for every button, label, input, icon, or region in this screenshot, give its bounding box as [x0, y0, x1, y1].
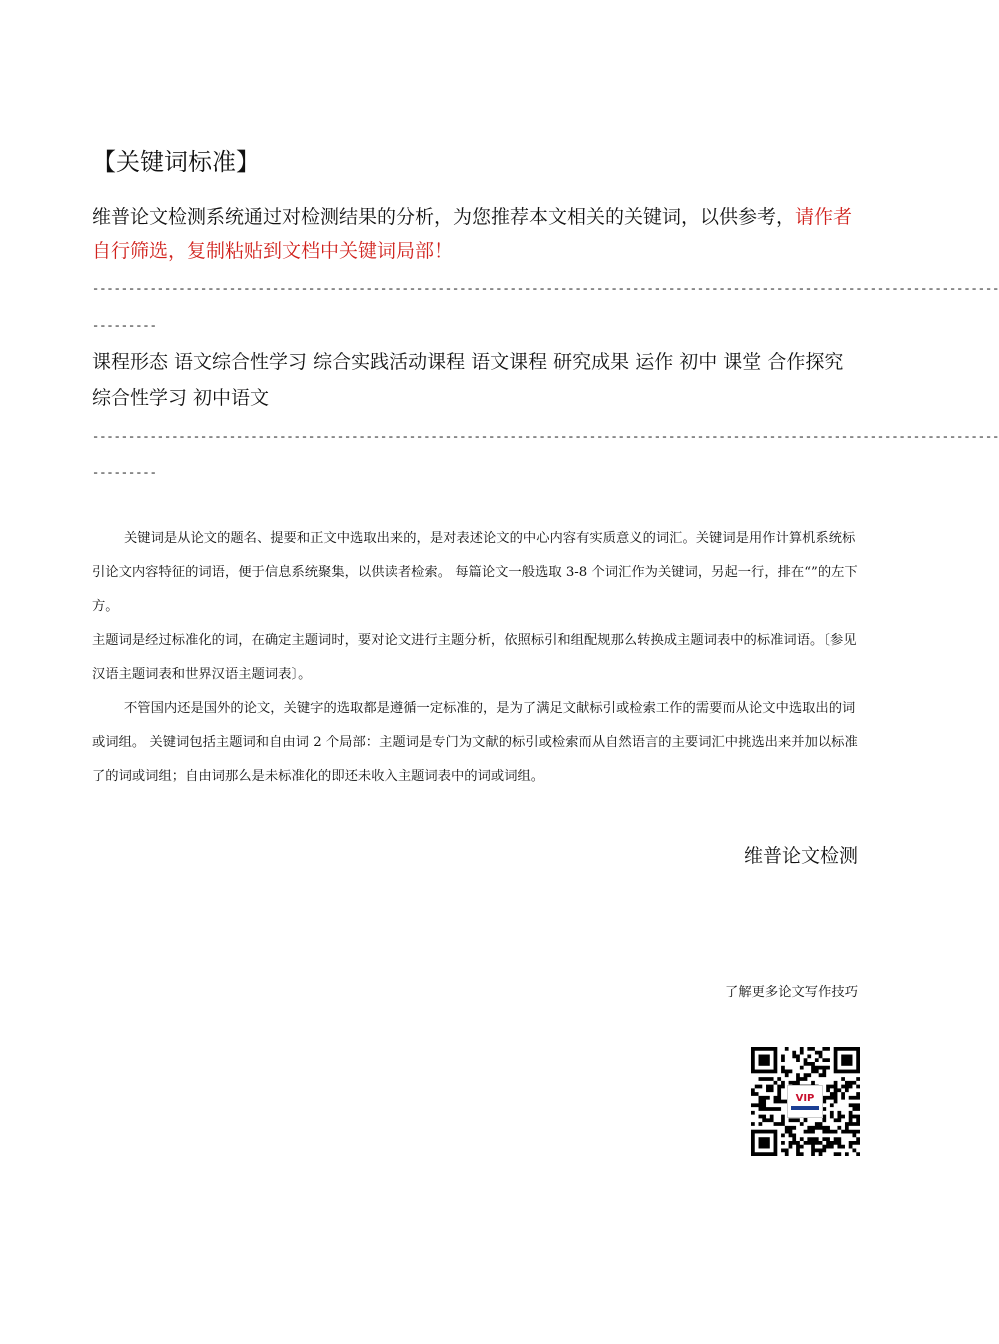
separator-top: ------------------------------------------------------------------------------------------------------------------------------ [92, 282, 999, 296]
intro-paragraph [92, 200, 862, 268]
more-tips-link[interactable]: 了解更多论文写作技巧 [725, 985, 858, 1000]
vip-logo-stripe [791, 1106, 819, 1110]
keyword-list: 课程形态 语文综合性学习 综合实践活动课程 语文课程 研究成果 运作 初中 课堂 合作探究 综合性学习 初中语文 [92, 351, 844, 409]
vip-logo-text: VIP [795, 1093, 815, 1104]
explanation-section [92, 522, 860, 794]
qr-finder-bottom-left [751, 1130, 777, 1156]
page-title: 【关键词标准】 [92, 148, 260, 176]
brand-signature: 维普论文检测 [743, 845, 858, 867]
separator-top-tail: --------- [92, 319, 157, 333]
qr-code-icon[interactable] [751, 1047, 860, 1156]
intro-warning-text: 请作者自行筛选，复制粘贴到文档中关键词局部！ [92, 206, 853, 262]
explanation-paragraph-keywords: 关键词是从论文的题名、提要和正文中选取出来的，是对表述论文的中心内容有实质意义的词汇。关键词是用作计算机系统标引论文内容特征的词语，便于信息系统聚集，以供读者检索。 每篇论文一般选取 3-8 个词汇作为关键词，另起一行，排在“”的左下方。 [92, 531, 858, 614]
qr-finder-top-left [751, 1047, 777, 1073]
separator-bottom-tail: --------- [92, 466, 157, 480]
qr-finder-top-right [834, 1047, 860, 1073]
separator-bottom: ------------------------------------------------------------------------------------------------------------------------------ [92, 430, 999, 444]
intro-text: 维普论文检测系统通过对检测结果的分析，为您推荐本文相关的关键词，以供参考， [92, 206, 796, 228]
explanation-paragraph-selection: 不管国内还是国外的论文，关键字的选取都是遵循一定标准的，是为了满足文献标引或检索工作的需要而从论文中选取出的词或词组。 关键词包括主题词和自由词 2 个局部：主题词是专门为文献的标引或检索而从自然语言的主要词汇中挑选出来并加以标准了的词或词组；自由词那么是未标准化的即还未收入主题词表中的词或词组。 [92, 701, 858, 784]
explanation-paragraph-subject-terms: 主题词是经过标准化的词，在确定主题词时，要对论文进行主题分析，依照标引和组配规那么转换成主题词表中的标准词语。〔参见汉语主题词表和世界汉语主题词表〕。 [92, 633, 857, 682]
vip-logo-icon [787, 1085, 823, 1118]
